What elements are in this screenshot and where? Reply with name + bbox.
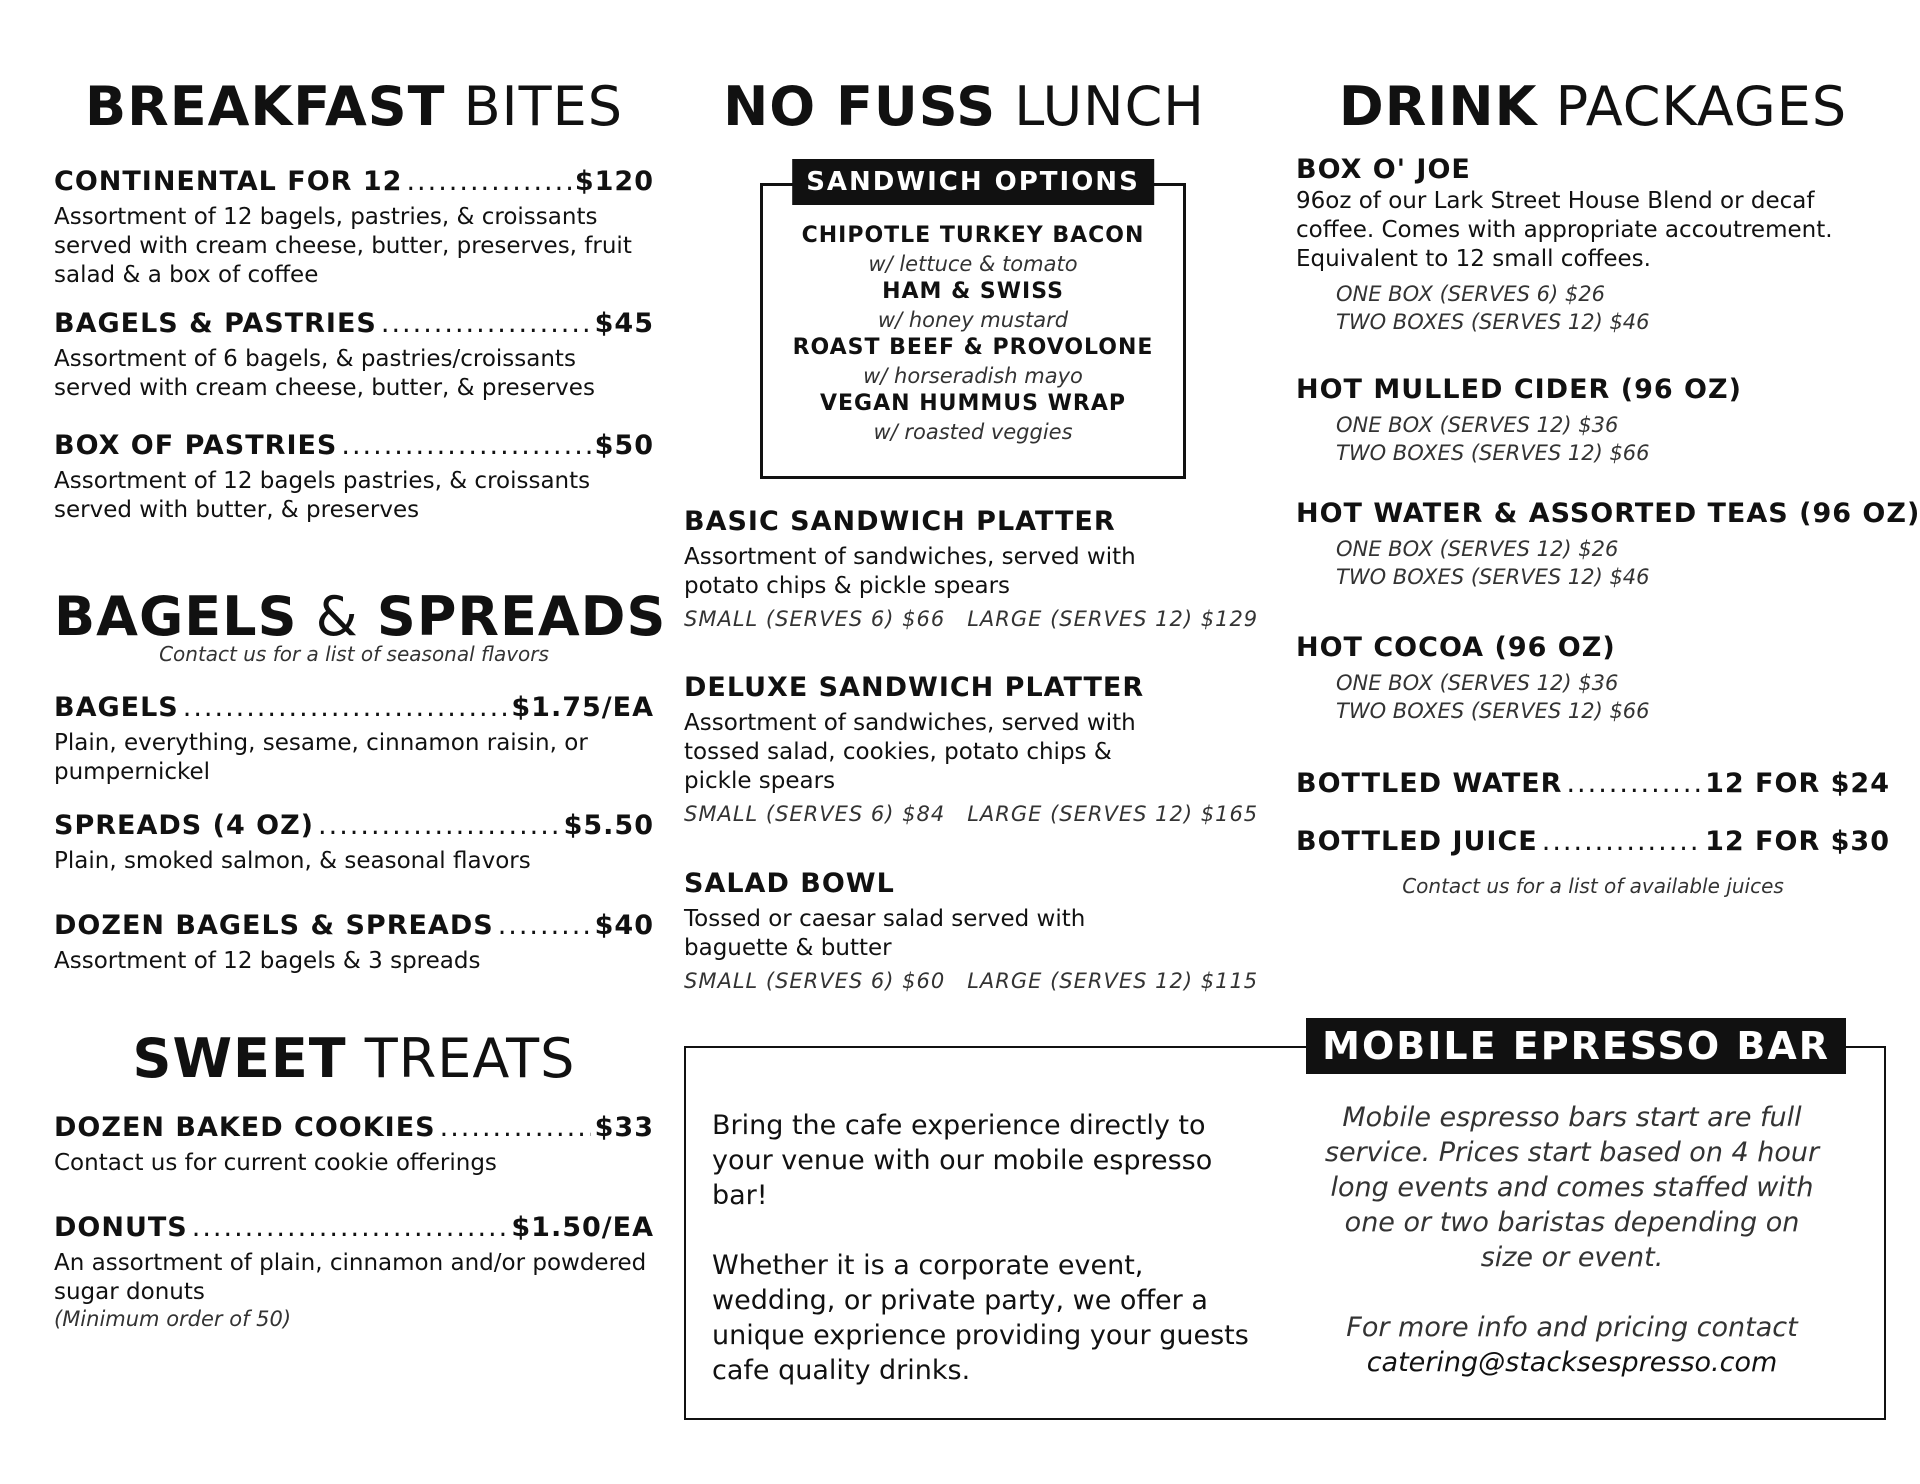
item-description: Assortment of 12 bagels, pastries, & croissants served with cream cheese, butter, preserves, fruit salad & a box of coffee <box>54 204 632 288</box>
platter-description: Tossed or caesar salad served with baguette & butter <box>684 906 1086 961</box>
platter-sizes <box>684 969 1259 993</box>
drink-item <box>1296 374 1890 467</box>
drink-option: ONE BOX (SERVES 12) $36 <box>1336 671 1619 695</box>
lunch-title-bold: NO FUSS <box>723 75 997 138</box>
drink-item <box>1296 826 1890 857</box>
menu-item <box>54 1112 654 1178</box>
item-name: BOTTLED WATER <box>1296 768 1563 799</box>
seasonal-flavors-note: Contact us for a list of seasonal flavors <box>159 642 549 666</box>
menu-item <box>54 430 654 525</box>
platter-item <box>684 672 1259 826</box>
item-price: $45 <box>594 308 654 339</box>
sweets-title-light: TREATS <box>364 1027 576 1090</box>
menu-item <box>54 910 654 976</box>
size-small: SMALL (SERVES 6) $84 <box>684 802 946 826</box>
sandwich-option-name: CHIPOTLE TURKEY BACON <box>801 223 1145 248</box>
juice-note: Contact us for a list of available juices <box>1402 874 1784 898</box>
drink-options <box>1336 535 1890 591</box>
item-price: $1.75/EA <box>511 692 654 723</box>
item-price: $33 <box>594 1112 654 1143</box>
mobile-espresso-box <box>684 1024 1886 1420</box>
platter-name: DELUXE SANDWICH PLATTER <box>684 672 1145 703</box>
platter-name: SALAD BOWL <box>684 868 895 899</box>
mobile-details <box>1322 1100 1822 1380</box>
item-price: $50 <box>594 430 654 461</box>
drink-option: TWO BOXES (SERVES 12) $66 <box>1336 699 1650 723</box>
mobile-espresso-label: MOBILE EPRESSO BAR <box>1306 1018 1846 1074</box>
item-description: Assortment of 12 bagels pastries, & croissants served with butter, & preserves <box>54 468 591 523</box>
mobile-intro <box>712 1108 1252 1423</box>
drink-name: HOT COCOA (96 OZ) <box>1296 632 1616 663</box>
mobile-details-p1: Mobile espresso bars start are full service. Prices start based on 4 hour long events and comes staffed with one or two baristas depending on size or event. <box>1324 1102 1820 1273</box>
platter-sizes <box>684 607 1259 631</box>
sweets-title <box>54 1027 654 1090</box>
drink-options <box>1336 280 1890 336</box>
sandwich-option-sub: w/ roasted veggies <box>873 420 1073 444</box>
item-name: DOZEN BAGELS & SPREADS <box>54 910 494 941</box>
lunch-title-light: LUNCH <box>1014 75 1205 138</box>
size-large: LARGE (SERVES 12) $115 <box>967 969 1259 993</box>
menu-item <box>54 692 654 787</box>
platter-item <box>684 868 1259 993</box>
size-large: LARGE (SERVES 12) $165 <box>967 802 1259 826</box>
item-price: $40 <box>594 910 654 941</box>
platter-name: BASIC SANDWICH PLATTER <box>684 506 1116 537</box>
drink-option: TWO BOXES (SERVES 12) $46 <box>1336 310 1650 334</box>
item-name: CONTINENTAL FOR 12 <box>54 166 403 197</box>
item-name: BOTTLED JUICE <box>1296 826 1538 857</box>
item-name: DONUTS <box>54 1212 188 1243</box>
menu-item <box>54 308 654 403</box>
breakfast-title <box>54 75 654 138</box>
drink-item <box>1296 498 1920 591</box>
sandwich-option-sub: w/ horseradish mayo <box>863 364 1083 388</box>
item-price: $120 <box>574 166 654 197</box>
sandwich-options-list <box>763 222 1183 446</box>
item-price: $1.50/EA <box>511 1212 654 1243</box>
drinks-title-bold: DRINK <box>1338 75 1538 138</box>
item-name: BAGELS & PASTRIES <box>54 308 377 339</box>
menu-item <box>54 1212 654 1331</box>
size-small: SMALL (SERVES 6) $60 <box>684 969 946 993</box>
lunch-title <box>684 75 1244 138</box>
drink-option: TWO BOXES (SERVES 12) $66 <box>1336 441 1650 465</box>
sandwich-options-box <box>760 167 1186 479</box>
sandwich-option-name: ROAST BEEF & PROVOLONE <box>792 335 1154 360</box>
drink-name: HOT WATER & ASSORTED TEAS (96 OZ) <box>1296 498 1920 529</box>
contact-line: For more info and pricing contact <box>1346 1312 1798 1343</box>
sandwich-options-label: SANDWICH OPTIONS <box>792 159 1154 205</box>
platter-sizes <box>684 802 1259 826</box>
size-large: LARGE (SERVES 12) $129 <box>967 607 1259 631</box>
drink-option: ONE BOX (SERVES 6) $26 <box>1336 282 1605 306</box>
item-name: BOX OF PASTRIES <box>54 430 338 461</box>
drink-option: ONE BOX (SERVES 12) $36 <box>1336 413 1619 437</box>
sandwich-option-name: VEGAN HUMMUS WRAP <box>820 391 1126 416</box>
item-description: An assortment of plain, cinnamon and/or powdered sugar donuts <box>54 1250 647 1305</box>
drink-item <box>1296 154 1890 336</box>
sandwich-option-sub: w/ lettuce & tomato <box>868 252 1078 276</box>
breakfast-title-light: BITES <box>463 75 623 138</box>
menu-item <box>54 166 654 290</box>
item-name: BAGELS <box>54 692 179 723</box>
drink-options <box>1336 411 1890 467</box>
item-description: Plain, everything, sesame, cinnamon raisin, or pumpernickel <box>54 730 588 785</box>
item-description: Assortment of 12 bagels & 3 spreads <box>54 948 481 974</box>
bagels-title-bold-2: SPREADS <box>376 585 667 648</box>
bagels-title-bold: BAGELS <box>54 585 298 648</box>
drinks-title-light: PACKAGES <box>1555 75 1848 138</box>
bagels-title <box>54 585 667 648</box>
mobile-intro-p1: Bring the cafe experience directly to your venue with our mobile espresso bar! <box>712 1110 1213 1211</box>
drink-item <box>1296 768 1890 799</box>
drink-description: 96oz of our Lark Street House Blend or decaf coffee. Comes with appropriate accoutrement. Equivalent to 12 small coffees. <box>1296 188 1833 272</box>
sandwich-option-name: HAM & SWISS <box>882 279 1064 304</box>
platter-item <box>684 506 1259 631</box>
bagels-title-amp: & <box>315 585 359 648</box>
item-price: 12 FOR $24 <box>1705 768 1890 799</box>
item-price: $5.50 <box>563 810 654 841</box>
size-small: SMALL (SERVES 6) $66 <box>684 607 946 631</box>
item-name: DOZEN BAKED COOKIES <box>54 1112 436 1143</box>
minimum-order-note: (Minimum order of 50) <box>54 1307 292 1331</box>
item-name: SPREADS (4 OZ) <box>54 810 315 841</box>
drink-option: TWO BOXES (SERVES 12) $46 <box>1336 565 1650 589</box>
sweets-title-bold: SWEET <box>132 1027 347 1090</box>
item-description: Assortment of 6 bagels, & pastries/croissants served with cream cheese, butter, & preserves <box>54 346 595 401</box>
drink-options <box>1336 669 1890 725</box>
platter-description: Assortment of sandwiches, served with potato chips & pickle spears <box>684 544 1136 599</box>
platter-description: Assortment of sandwiches, served with tossed salad, cookies, potato chips & pickle spears <box>684 710 1136 794</box>
mobile-intro-p2: Whether it is a corporate event, wedding, or private party, we offer a unique exprience providing your guests cafe quality drinks. <box>712 1250 1249 1386</box>
drinks-title <box>1296 75 1890 138</box>
item-price: 12 FOR $30 <box>1705 826 1890 857</box>
breakfast-title-bold: BREAKFAST <box>84 75 446 138</box>
sandwich-option-sub: w/ honey mustard <box>877 308 1069 332</box>
item-description: Plain, smoked salmon, & seasonal flavors <box>54 848 531 874</box>
drink-item <box>1296 632 1890 725</box>
drink-name: BOX O' JOE <box>1296 154 1471 185</box>
item-description: Contact us for current cookie offerings <box>54 1150 497 1176</box>
drink-option: ONE BOX (SERVES 12) $26 <box>1336 537 1619 561</box>
menu-item <box>54 810 654 876</box>
drink-name: HOT MULLED CIDER (96 OZ) <box>1296 374 1742 405</box>
contact-email-link[interactable]: catering@stacksespresso.com <box>1366 1347 1778 1378</box>
